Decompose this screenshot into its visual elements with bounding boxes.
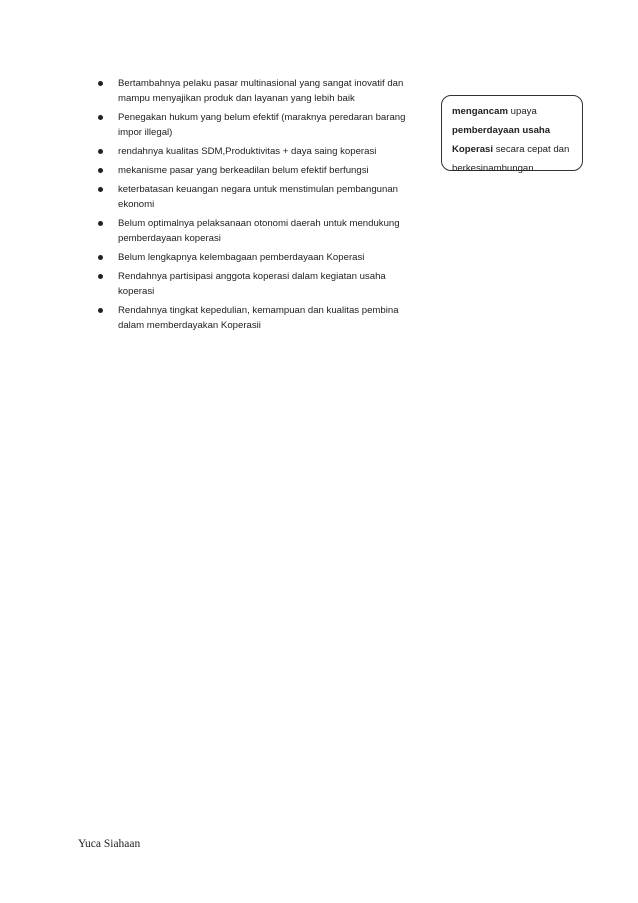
callout-line-3: [452, 140, 582, 159]
bullet-item: Rendahnya partisipasi anggota koperasi dalam kegiatan usaha koperasi: [96, 269, 406, 299]
callout-line-4: [452, 159, 582, 178]
bullet-item: mekanisme pasar yang berkeadilan belum efektif berfungsi: [96, 163, 406, 178]
callout-bold-koperasi: Koperasi: [452, 144, 494, 155]
callout-bold-pemberdayaan: pemberdayaan usaha: [452, 125, 551, 136]
bullet-item: Bertambahnya pelaku pasar multinasional yang sangat inovatif dan mampu menyajikan produk dan layanan yang lebih baik: [96, 76, 406, 106]
threat-bullet-list: [96, 76, 406, 337]
callout-line-2: [452, 121, 582, 140]
callout-text-berkesinambungan: berkesinambungan: [452, 163, 534, 174]
callout-text-secara: secara cepat dan: [493, 144, 570, 155]
callout-line-1: [452, 102, 582, 121]
footer-author: Yuca Siahaan: [78, 838, 141, 850]
bullet-item: Rendahnya tingkat kepedulian, kemampuan dan kualitas pembina dalam memberdayakan Koperasii: [96, 303, 406, 333]
bullet-item: keterbatasan keuangan negara untuk menstimulan pembangunan ekonomi: [96, 182, 406, 212]
bullet-item: rendahnya kualitas SDM,Produktivitas + daya saing koperasi: [96, 144, 406, 159]
callout-box: [441, 95, 583, 174]
callout-text-upaya: upaya: [507, 106, 537, 117]
bullet-item: Belum lengkapnya kelembagaan pemberdayaan Koperasi: [96, 250, 406, 265]
bullet-item: Penegakan hukum yang belum efektif (maraknya peredaran barang impor illegal): [96, 110, 406, 140]
bullet-item: Belum optimalnya pelaksanaan otonomi daerah untuk mendukung pemberdayaan koperasi: [96, 216, 406, 246]
callout-bold-mengancam: mengancam: [452, 106, 508, 117]
